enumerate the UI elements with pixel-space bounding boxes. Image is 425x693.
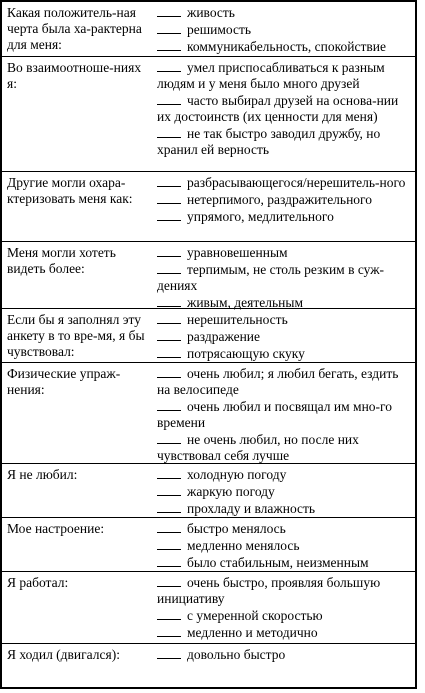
- option-text: живость: [187, 5, 235, 20]
- answer-blank[interactable]: [157, 626, 181, 637]
- answer-option[interactable]: [157, 608, 409, 624]
- question-label: Я работал:: [7, 575, 69, 590]
- answer-blank[interactable]: [157, 330, 181, 341]
- option-text: не так быстро заводил дружбу, но хранил ей верность: [157, 126, 381, 157]
- answer-blank[interactable]: [157, 23, 181, 34]
- answer-blank[interactable]: [157, 263, 181, 274]
- answer-blank[interactable]: [157, 485, 181, 496]
- option-text: коммуникабельность, спокойствие: [187, 39, 386, 54]
- answer-blank[interactable]: [157, 61, 181, 72]
- question-label: Какая положитель-ная черта была ха-рактерна для меня:: [7, 5, 142, 52]
- answer-option[interactable]: [157, 93, 409, 125]
- option-text: было стабильным, неизменным: [187, 555, 369, 570]
- answer-blank[interactable]: [157, 210, 181, 221]
- question-row: [2, 2, 415, 55]
- option-text: прохладу и влажность: [187, 501, 316, 516]
- option-text: терпимым, не столь резким в суж-дениях: [157, 262, 385, 293]
- question-row: [2, 308, 415, 362]
- answer-option[interactable]: [157, 467, 409, 483]
- question-row: [2, 362, 415, 464]
- answer-option[interactable]: [157, 312, 409, 328]
- option-text: уравновешенным: [187, 245, 288, 260]
- answer-option[interactable]: [157, 575, 409, 607]
- answer-options: [157, 521, 415, 571]
- answer-blank[interactable]: [157, 502, 181, 513]
- answer-options: [157, 575, 415, 641]
- answer-blank[interactable]: [157, 193, 181, 204]
- option-text: живым, деятельным: [187, 295, 303, 310]
- question-label: Другие могли охара-ктеризовать меня как:: [7, 175, 133, 206]
- option-text: часто выбирал друзей на основа-нии их достоинств (их ценности для меня): [157, 93, 399, 124]
- answer-option[interactable]: [157, 245, 409, 261]
- answer-blank[interactable]: [157, 347, 181, 358]
- question-row: [2, 643, 415, 663]
- answer-option[interactable]: [157, 39, 409, 55]
- answer-blank[interactable]: [157, 313, 181, 324]
- answer-option[interactable]: [157, 647, 409, 663]
- answer-option[interactable]: [157, 126, 409, 158]
- answer-options: [157, 60, 415, 158]
- question-label: Физические упраж-нения:: [7, 366, 121, 397]
- option-text: очень любил и посвящал им мно-го времени: [157, 399, 392, 430]
- answer-options: [157, 245, 415, 311]
- question-label: Мое настроение:: [7, 521, 105, 536]
- answer-blank[interactable]: [157, 127, 181, 138]
- answer-option[interactable]: [157, 5, 409, 21]
- option-text: раздражение: [187, 329, 261, 344]
- option-text: с умеренной скоростью: [187, 608, 323, 623]
- answer-option[interactable]: [157, 625, 409, 641]
- option-text: потрясающую скуку: [187, 346, 305, 361]
- answer-blank[interactable]: [157, 522, 181, 533]
- option-text: нетерпимого, раздражительного: [187, 192, 373, 207]
- answer-blank[interactable]: [157, 40, 181, 51]
- answer-blank[interactable]: [157, 433, 181, 444]
- answer-option[interactable]: [157, 366, 409, 398]
- question-label: Во взаимоотноше-ниях я:: [7, 60, 142, 91]
- answer-blank[interactable]: [157, 468, 181, 479]
- answer-options: [157, 366, 415, 464]
- question-label: Если бы я заполнял эту анкету в то вре-мя, я бы чувствовал:: [7, 312, 145, 359]
- option-text: медленно и методично: [187, 625, 318, 640]
- option-text: не очень любил, но после них чувствовал себя лучше: [157, 432, 359, 463]
- answer-blank[interactable]: [157, 539, 181, 550]
- option-text: упрямого, медлительного: [187, 209, 334, 224]
- answer-blank[interactable]: [157, 576, 181, 587]
- option-text: очень быстро, проявляя большую инициативу: [157, 575, 381, 606]
- option-text: решимость: [187, 22, 252, 37]
- answer-blank[interactable]: [157, 367, 181, 378]
- answer-blank[interactable]: [157, 176, 181, 187]
- answer-blank[interactable]: [157, 94, 181, 105]
- answer-option[interactable]: [157, 432, 409, 464]
- answer-blank[interactable]: [157, 6, 181, 17]
- option-text: разбрасывающегося/нерешитель-ного: [187, 175, 406, 190]
- answer-option[interactable]: [157, 175, 409, 191]
- answer-blank[interactable]: [157, 400, 181, 411]
- answer-option[interactable]: [157, 60, 409, 92]
- question-row: [2, 241, 415, 311]
- answer-options: [157, 467, 415, 517]
- option-text: медленно менялось: [187, 538, 300, 553]
- question-row: [2, 517, 415, 571]
- option-text: довольно быстро: [187, 647, 286, 662]
- option-text: умел приспосабливаться к разным людям и у меня было много друзей: [157, 60, 385, 91]
- answer-blank[interactable]: [157, 296, 181, 307]
- answer-option[interactable]: [157, 262, 409, 294]
- question-label: Меня могли хотеть видеть более:: [7, 245, 116, 276]
- answer-option[interactable]: [157, 329, 409, 345]
- question-row: [2, 571, 415, 641]
- question-label: Я ходил (двигался):: [7, 647, 120, 662]
- answer-option[interactable]: [157, 538, 409, 554]
- answer-option[interactable]: [157, 346, 409, 362]
- answer-options: [157, 175, 415, 225]
- option-text: нерешительность: [187, 312, 288, 327]
- question-row: [2, 171, 415, 225]
- answer-option[interactable]: [157, 521, 409, 537]
- answer-blank[interactable]: [157, 246, 181, 257]
- option-text: очень любил; я любил бегать, ездить на велосипеде: [157, 366, 399, 397]
- answer-option[interactable]: [157, 209, 409, 225]
- answer-options: [157, 312, 415, 362]
- answer-option[interactable]: [157, 192, 409, 208]
- question-label: Я не любил:: [7, 467, 78, 482]
- answer-option[interactable]: [157, 22, 409, 38]
- option-text: холодную погоду: [187, 467, 287, 482]
- question-row: [2, 463, 415, 517]
- answer-blank[interactable]: [157, 556, 181, 567]
- option-text: жаркую погоду: [187, 484, 275, 499]
- answer-options: [157, 5, 415, 55]
- answer-blank[interactable]: [157, 609, 181, 620]
- answer-options: [157, 647, 415, 663]
- option-text: быстро менялось: [187, 521, 286, 536]
- answer-blank[interactable]: [157, 648, 181, 659]
- answer-option[interactable]: [157, 501, 409, 517]
- question-row: [2, 56, 415, 158]
- answer-option[interactable]: [157, 555, 409, 571]
- answer-option[interactable]: [157, 399, 409, 431]
- answer-option[interactable]: [157, 484, 409, 500]
